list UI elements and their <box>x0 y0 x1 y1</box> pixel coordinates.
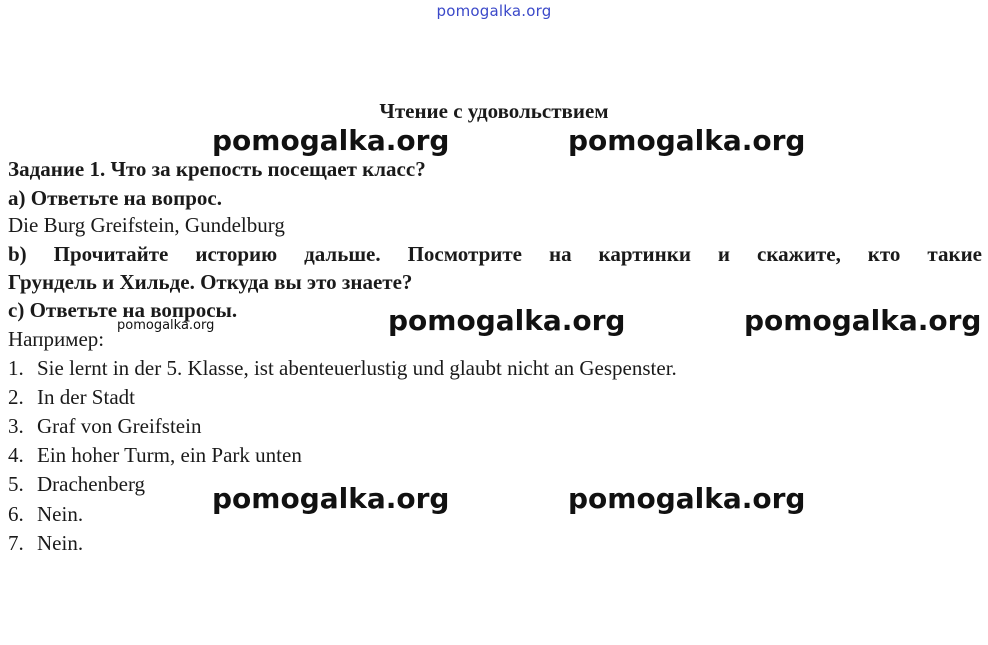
word: такие <box>927 242 982 266</box>
list-item <box>8 356 677 381</box>
list-number: 4. <box>8 443 24 467</box>
list-item <box>8 443 302 468</box>
watermark: pomogalka.org <box>568 124 806 157</box>
word: Посмотрите <box>407 242 522 266</box>
part-b-line-1 <box>8 242 982 267</box>
word: и <box>717 242 731 266</box>
list-text: Sie lernt in der 5. Klasse, ist abenteuerlustig und glaubt nicht an Gespenster. <box>37 356 677 380</box>
task-heading: Задание 1. Что за крепость посещает класс? <box>8 157 426 181</box>
list-text: Ein hoher Turm, ein Park unten <box>37 443 302 467</box>
word: на <box>548 242 572 266</box>
list-item <box>8 385 135 410</box>
page-title: Чтение с удовольствием <box>379 99 609 123</box>
example-label: Например: <box>8 327 105 351</box>
part-a-heading: a) Ответьте на вопрос. <box>8 186 222 210</box>
list-number: 5. <box>8 472 24 496</box>
list-text: Graf von Greifstein <box>37 414 202 438</box>
word: Прочитайте <box>53 242 169 266</box>
watermark: pomogalka.org <box>568 482 806 515</box>
word: историю <box>195 242 278 266</box>
word: скажите, <box>757 242 841 266</box>
word: кто <box>867 242 901 266</box>
word: картинки <box>598 242 691 266</box>
list-item <box>8 414 201 439</box>
part-c-heading: c) Ответьте на вопросы. <box>8 298 238 322</box>
watermark: pomogalka.org <box>744 304 982 337</box>
list-number: 6. <box>8 502 24 526</box>
list-item <box>8 502 83 527</box>
list-text: Nein. <box>37 502 84 526</box>
watermark: pomogalka.org <box>212 482 450 515</box>
part-b-line-2: Грундель и Хильде. Откуда вы это знаете? <box>8 270 413 294</box>
list-text: Nein. <box>37 531 84 555</box>
watermark-small: pomogalka.org <box>117 318 215 333</box>
list-number: 3. <box>8 414 24 438</box>
list-text: Drachenberg <box>37 472 146 496</box>
list-number: 1. <box>8 356 24 380</box>
watermark: pomogalka.org <box>388 304 626 337</box>
word: дальше. <box>304 242 381 266</box>
list-item <box>8 472 145 497</box>
top-watermark[interactable]: pomogalka.org <box>436 2 552 20</box>
list-number: 7. <box>8 531 24 555</box>
list-text: In der Stadt <box>37 385 135 409</box>
list-item <box>8 531 83 556</box>
part-a-answer: Die Burg Greifstein, Gundelburg <box>8 213 285 237</box>
word: b) <box>8 242 27 266</box>
list-number: 2. <box>8 385 24 409</box>
watermark: pomogalka.org <box>212 124 450 157</box>
